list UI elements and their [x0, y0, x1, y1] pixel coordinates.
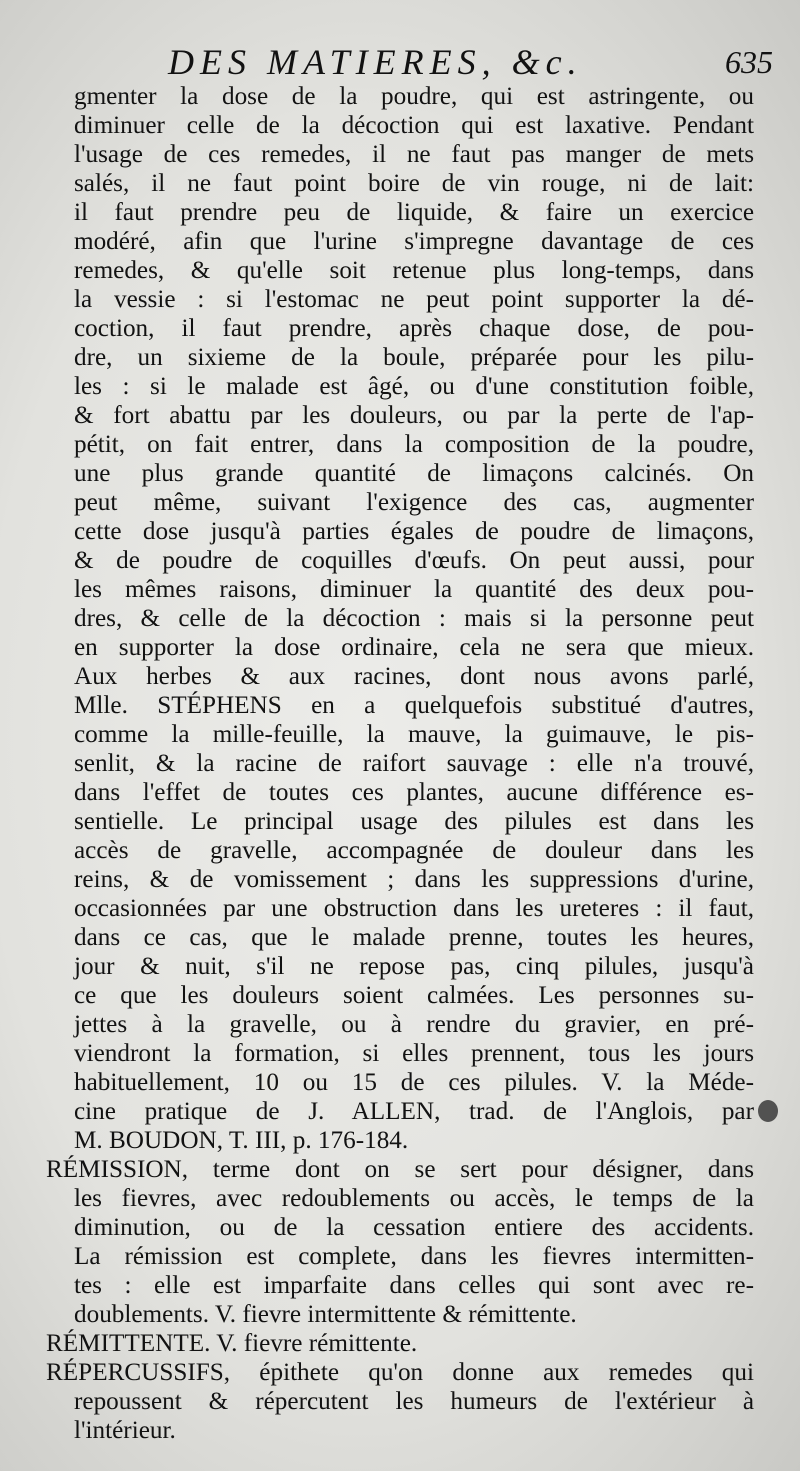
text-line: viendront la formation, si elles prennent, tous les jours — [74, 1040, 754, 1067]
text-line: M. BOUDON, T. III, p. 176-184. — [74, 1127, 409, 1154]
text-line: sentielle. Le principal usage des pilules est dans les — [74, 808, 754, 835]
text-line: dans l'effet de toutes ces plantes, aucune différence es- — [74, 779, 754, 806]
text-line: tes : elle est imparfaite dans celles qui sont avec re- — [74, 1272, 754, 1299]
text-line: ce que les douleurs soient calmées. Les personnes su- — [74, 982, 754, 1009]
text-line: habituellement, 10 ou 15 de ces pilules. V. la Méde- — [74, 1069, 754, 1096]
text-line: cette dose jusqu'à parties égales de poudre de limaçons, — [74, 518, 754, 545]
text-line: cine pratique de J. ALLEN, trad. de l'Anglois, par — [74, 1098, 754, 1125]
page-number: 635 — [725, 44, 773, 80]
text-line: La rémission est complete, dans les fievres intermitten- — [74, 1243, 754, 1270]
entry-repercussifs: RÉPERCUSSIFS, épithete qu'on donne aux remedes qui — [46, 1359, 754, 1386]
text-line: Aux herbes & aux racines, dont nous avons parlé, — [74, 663, 754, 690]
text-line: en supporter la dose ordinaire, cela ne sera que mieux. — [74, 634, 754, 661]
text-line: les fievres, avec redoublements ou accès, le temps de la — [74, 1185, 754, 1212]
ink-blot — [758, 1100, 778, 1122]
text-line: diminution, ou de la cessation entiere des accidents. — [74, 1214, 754, 1241]
text-line: la vessie : si l'estomac ne peut point supporter la dé- — [74, 286, 754, 313]
text-line: il faut prendre peu de liquide, & faire un exercice — [74, 199, 754, 226]
text-line: occasionnées par une obstruction dans les ureteres : il faut, — [74, 895, 754, 922]
text-line: diminuer celle de la décoction qui est laxative. Pendant — [74, 112, 754, 139]
text-line: l'usage de ces remedes, il ne faut pas manger de mets — [74, 141, 754, 168]
text-line: salés, il ne faut point boire de vin rouge, ni de lait: — [74, 170, 754, 197]
text-line: les mêmes raisons, diminuer la quantité des deux pou- — [74, 576, 754, 603]
text-line: jour & nuit, s'il ne repose pas, cinq pilules, jusqu'à — [74, 953, 754, 980]
text-line: doublements. V. fievre intermittente & rémittente. — [74, 1301, 577, 1328]
running-title: DES MATIERES, &c. — [168, 42, 583, 82]
text-line: reins, & de vomissement ; dans les suppressions d'urine, — [74, 866, 754, 893]
text-line: dres, & celle de la décoction : mais si la personne peut — [74, 605, 754, 632]
entry-remittente: RÉMITTENTE. V. fievre rémittente. — [46, 1330, 418, 1357]
text-line: Mlle. STÉPHENS en a quelquefois substitué d'autres, — [74, 692, 754, 719]
running-head — [168, 40, 773, 84]
text-line: gmenter la dose de la poudre, qui est astringente, ou — [74, 83, 754, 110]
text-line: dans ce cas, que le malade prenne, toutes les heures, — [74, 924, 754, 951]
text-line: pétit, on fait entrer, dans la composition de la poudre, — [74, 431, 754, 458]
text-line: modéré, afin que l'urine s'impregne davantage de ces — [74, 228, 754, 255]
entry-remission: RÉMISSION, terme dont on se sert pour désigner, dans — [46, 1156, 754, 1183]
text-line: & de poudre de coquilles d'œufs. On peut aussi, pour — [74, 547, 754, 574]
text-line: les : si le malade est âgé, ou d'une constitution foible, — [74, 373, 754, 400]
text-line: senlit, & la racine de raifort sauvage : elle n'a trouvé, — [74, 750, 754, 777]
text-line: jettes à la gravelle, ou à rendre du gravier, en pré- — [74, 1011, 754, 1038]
text-line: comme la mille-feuille, la mauve, la guimauve, le pis- — [74, 721, 754, 748]
text-line: repoussent & répercutent les humeurs de l'extérieur à — [74, 1388, 754, 1415]
text-line: remedes, & qu'elle soit retenue plus long-temps, dans — [74, 257, 754, 284]
text-line: dre, un sixieme de la boule, préparée pour les pilu- — [74, 344, 754, 371]
text-line: une plus grande quantité de limaçons calcinés. On — [74, 460, 754, 487]
text-line: peut même, suivant l'exigence des cas, augmenter — [74, 489, 754, 516]
body-text — [46, 82, 754, 1445]
text-line: accès de gravelle, accompagnée de douleur dans les — [74, 837, 754, 864]
text-line: & fort abattu par les douleurs, ou par la perte de l'ap- — [74, 402, 754, 429]
text-line: l'intérieur. — [74, 1417, 176, 1444]
text-line: coction, il faut prendre, après chaque dose, de pou- — [74, 315, 754, 342]
